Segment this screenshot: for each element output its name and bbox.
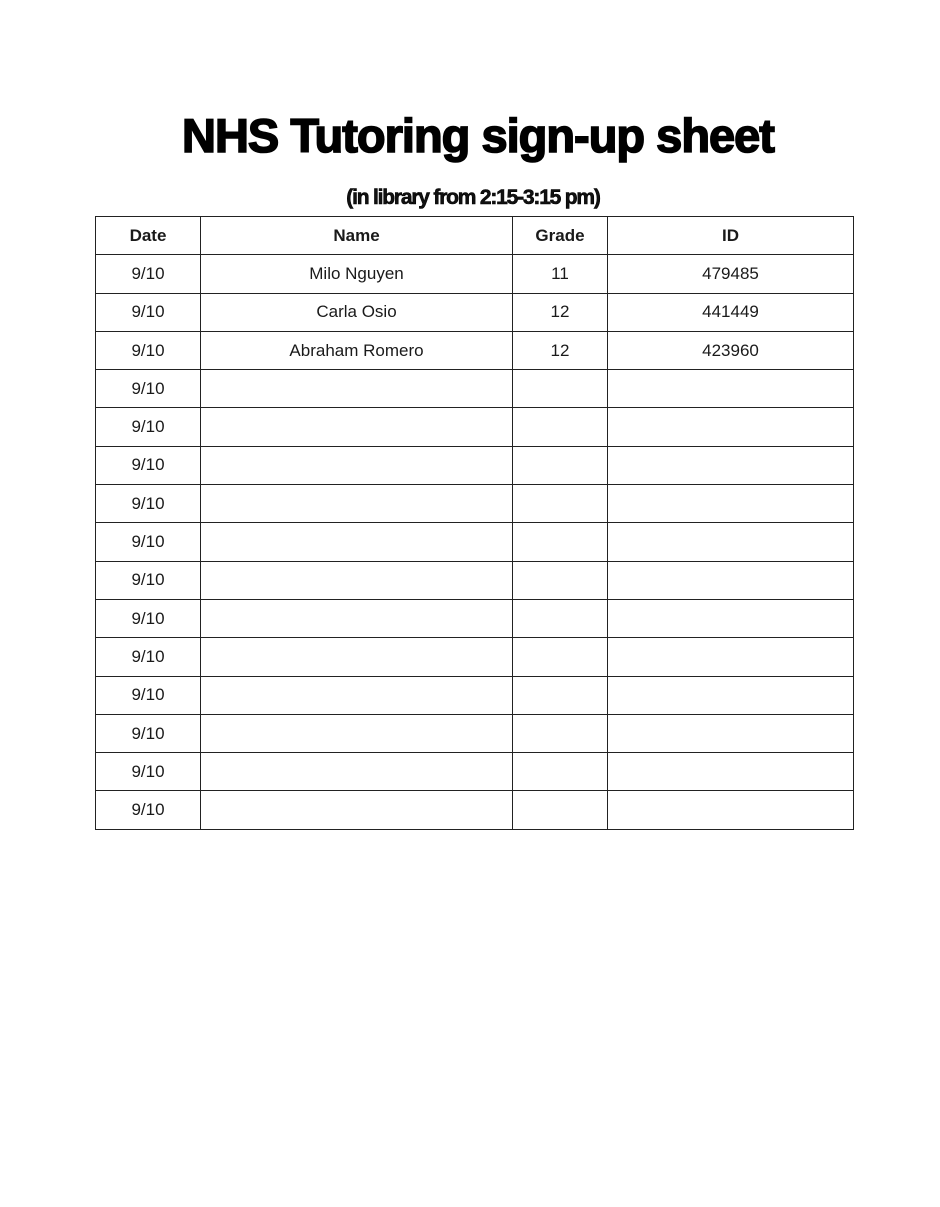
table-row bbox=[96, 523, 854, 561]
date-cell: 9/10 bbox=[96, 370, 201, 408]
name-cell bbox=[201, 753, 513, 791]
date-cell: 9/10 bbox=[96, 638, 201, 676]
header-id: ID bbox=[608, 217, 854, 255]
id-cell bbox=[608, 714, 854, 752]
name-cell bbox=[201, 370, 513, 408]
name-cell bbox=[201, 714, 513, 752]
table-row bbox=[96, 638, 854, 676]
grade-cell bbox=[513, 408, 608, 446]
grade-cell bbox=[513, 446, 608, 484]
id-cell bbox=[608, 638, 854, 676]
name-cell bbox=[201, 446, 513, 484]
table-row bbox=[96, 485, 854, 523]
date-cell: 9/10 bbox=[96, 676, 201, 714]
page-title: NHS Tutoring sign-up sheet bbox=[182, 109, 774, 162]
header-date: Date bbox=[96, 217, 201, 255]
name-cell bbox=[201, 638, 513, 676]
table-row bbox=[96, 370, 854, 408]
id-cell bbox=[608, 599, 854, 637]
table-row bbox=[96, 446, 854, 484]
grade-cell bbox=[513, 791, 608, 829]
date-cell: 9/10 bbox=[96, 561, 201, 599]
table-row bbox=[96, 753, 854, 791]
grade-cell: 12 bbox=[513, 293, 608, 331]
id-cell bbox=[608, 523, 854, 561]
name-cell: Milo Nguyen bbox=[201, 255, 513, 293]
name-cell bbox=[201, 408, 513, 446]
table-row bbox=[96, 791, 854, 829]
table-row bbox=[96, 293, 854, 331]
header-grade: Grade bbox=[513, 217, 608, 255]
grade-cell bbox=[513, 599, 608, 637]
date-cell: 9/10 bbox=[96, 446, 201, 484]
table-row bbox=[96, 676, 854, 714]
name-cell: Abraham Romero bbox=[201, 331, 513, 369]
name-cell bbox=[201, 485, 513, 523]
id-cell bbox=[608, 408, 854, 446]
id-cell bbox=[608, 370, 854, 408]
name-cell: Carla Osio bbox=[201, 293, 513, 331]
id-cell: 479485 bbox=[608, 255, 854, 293]
table-row bbox=[96, 331, 854, 369]
name-cell bbox=[201, 599, 513, 637]
id-cell bbox=[608, 791, 854, 829]
date-cell: 9/10 bbox=[96, 293, 201, 331]
date-cell: 9/10 bbox=[96, 255, 201, 293]
name-cell bbox=[201, 523, 513, 561]
header-name: Name bbox=[201, 217, 513, 255]
grade-cell: 11 bbox=[513, 255, 608, 293]
grade-cell bbox=[513, 753, 608, 791]
grade-cell: 12 bbox=[513, 331, 608, 369]
grade-cell bbox=[513, 714, 608, 752]
date-cell: 9/10 bbox=[96, 408, 201, 446]
page-subtitle: (in library from 2:15-3:15 pm) bbox=[346, 186, 600, 209]
date-cell: 9/10 bbox=[96, 485, 201, 523]
date-cell: 9/10 bbox=[96, 331, 201, 369]
id-cell: 423960 bbox=[608, 331, 854, 369]
grade-cell bbox=[513, 561, 608, 599]
id-cell bbox=[608, 446, 854, 484]
id-cell bbox=[608, 561, 854, 599]
table-row bbox=[96, 714, 854, 752]
name-cell bbox=[201, 676, 513, 714]
table-row bbox=[96, 408, 854, 446]
table-row bbox=[96, 255, 854, 293]
date-cell: 9/10 bbox=[96, 714, 201, 752]
table-row bbox=[96, 561, 854, 599]
id-cell: 441449 bbox=[608, 293, 854, 331]
id-cell bbox=[608, 753, 854, 791]
date-cell: 9/10 bbox=[96, 523, 201, 561]
signup-table bbox=[95, 216, 854, 830]
id-cell bbox=[608, 676, 854, 714]
name-cell bbox=[201, 791, 513, 829]
name-cell bbox=[201, 561, 513, 599]
grade-cell bbox=[513, 370, 608, 408]
date-cell: 9/10 bbox=[96, 791, 201, 829]
grade-cell bbox=[513, 485, 608, 523]
date-cell: 9/10 bbox=[96, 753, 201, 791]
grade-cell bbox=[513, 676, 608, 714]
table-header-row bbox=[96, 217, 854, 255]
grade-cell bbox=[513, 638, 608, 676]
id-cell bbox=[608, 485, 854, 523]
date-cell: 9/10 bbox=[96, 599, 201, 637]
table-row bbox=[96, 599, 854, 637]
grade-cell bbox=[513, 523, 608, 561]
